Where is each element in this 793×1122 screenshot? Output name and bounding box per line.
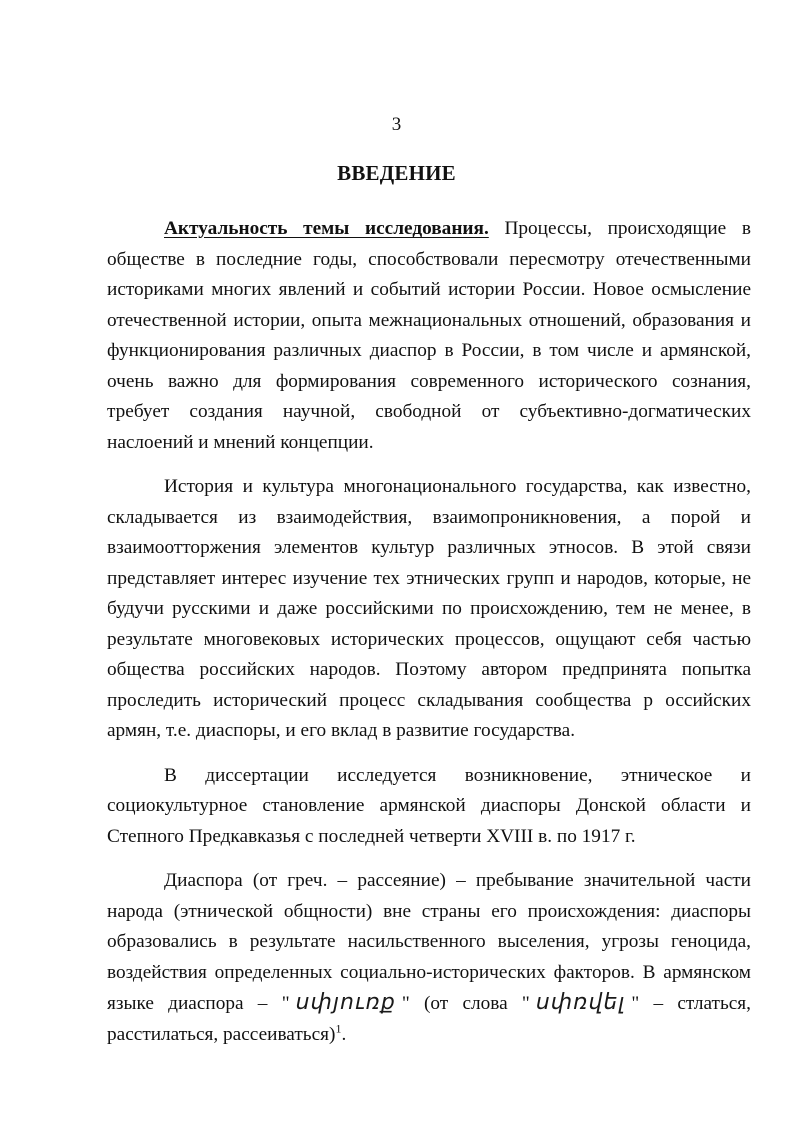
paragraph-diaspora-definition [107,866,751,1050]
armenian-word-diaspora: սփյուռք [295,990,396,1015]
footnote-reference[interactable]: 1 [335,1021,342,1036]
armenian-word-spread: սփռվել [535,990,626,1015]
page-number: 3 [391,114,402,135]
paragraph-text-middle: " (от слова " [401,993,530,1014]
paragraph-text-before: Диаспора (от греч. – рассеяние) – пребывание значительной части народа (этнической общности) вне страны его происхождения: диаспоры образовались в результате насильственного выселения, угрозы геноцида, воздействия определенных социально-исторических факторов. В армянском языке диаспора – " [107,870,751,1014]
section-heading: ВВЕДЕНИЕ [337,161,456,185]
paragraph-text-after: " – стлаться, расстилаться, рассеиваться) [107,993,751,1045]
paragraph-lead: Актуальность темы исследования. [164,218,489,239]
paragraph-text: Процессы, происходящие в обществе в последние годы, способствовали пересмотру отечественными историками многих явлений и событий истории России. Новое осмысление отечественной истории, опыта межнациональных отношений, образования и функционирования различных диаспор в России, в том числе и армянской, очень важно для формирования современного исторического сознания, требует создания научной, свободной от субъективно-догматических наслоений и мнений концепции. [107,218,751,453]
paragraph-dissertation-scope: В диссертации исследуется возникновение, этническое и социокультурное становление армянской диаспоры Донской области и Степного Предкавказья с последней четверти XVIII в. по 1917 г. [107,764,751,847]
body-text [107,214,751,1064]
paragraph-relevance [107,214,751,458]
paragraph-text-end: . [341,1023,347,1045]
paragraph-history-culture: История и культура многонационального государства, как известно, складывается из взаимодействия, взаимопроникновения, а порой и взаимоотторжения элементов культур различных этносов. В этой связи представляет интерес изучение тех этнических групп и народов, которые, не будучи русскими и даже российскими по происхождению, тем не менее, в результате многовековых исторических процессов, ощущают себя частью общества российских народов. Поэтому автором предпринята попытка проследить исторический процесс складывания сообщества р оссийских армян, т.е. диаспоры, и его вклад в развитие государства. [107,476,751,741]
